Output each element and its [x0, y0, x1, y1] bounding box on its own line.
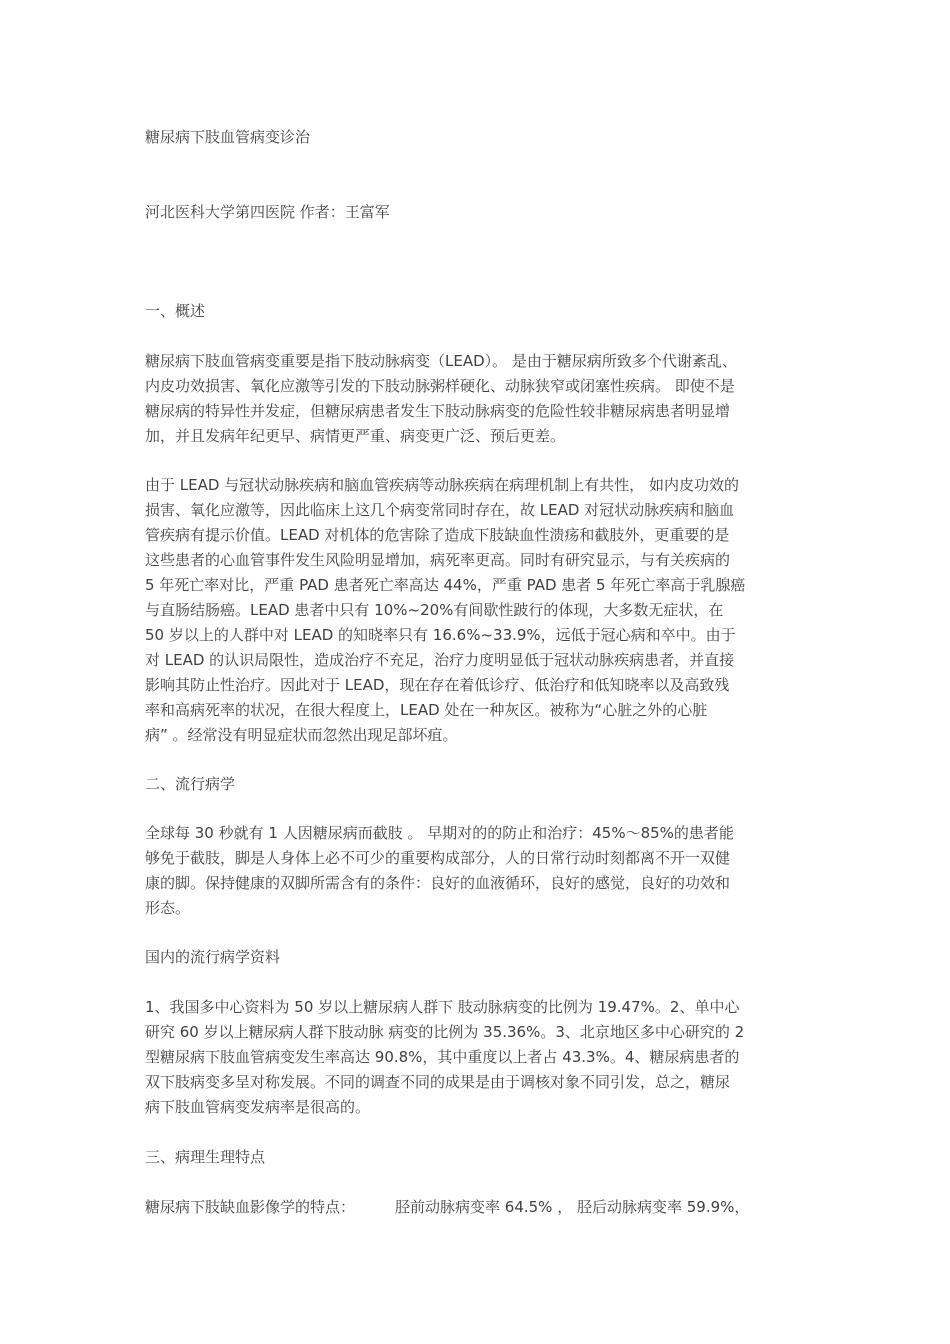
text-line: 管疾病有提示价值。LEAD 对机体的危害除了造成下肢缺血性溃疡和截肢外，更重要的是	[145, 526, 730, 544]
paragraph-pathophysiology	[145, 1195, 810, 1220]
text-line: 由于 LEAD 与冠状动脉疾病和脑血管疾病等动脉疾病在病理机制上有共性， 如内皮功效的	[145, 476, 739, 494]
text-line: 1、我国多中心资料为 50 岁以上糖尿病人群下 肢动脉病变的比例为 19.47%。2、单中心	[145, 998, 740, 1016]
paragraph-epidemiology-2	[145, 995, 810, 1120]
paragraph-overview-1	[145, 349, 810, 449]
paragraph-epidemiology-1	[145, 821, 810, 921]
text-line: 损害、氧化应激等，因此临床上这几个病变常同时存在，故 LEAD 对冠状动脉疾病和脑血	[145, 501, 735, 519]
document-title: 糖尿病下肢血管病变诊治	[145, 128, 311, 146]
text-line: 研究 60 岁以上糖尿病人群下肢动脉 病变的比例为 35.36%。3、北京地区多中心研究的 2	[145, 1023, 745, 1041]
document-byline: 河北医科大学第四医院 作者：王富军	[145, 203, 390, 221]
text-line: 病” 。经常没有明显症状而忽然出现足部坏疽。	[145, 726, 458, 744]
section-heading-pathophysiology: 三、病理生理特点	[145, 1148, 266, 1166]
text-line: 糖尿病的特异性并发症，但糖尿病患者发生下肢动脉病变的危险性较非糖尿病患者明显增	[145, 402, 731, 420]
text-line: 形态。	[145, 899, 191, 917]
text-line: 这些患者的心血管事件发生风险明显增加，病死率更高。同时有研究显示，与有关疾病的	[145, 551, 731, 569]
text-line: 双下肢病变多呈对称发展。不同的调查不同的成果是由于调核对象不同引发，总之，糖尿	[145, 1073, 731, 1091]
text-line: 病下肢血管病变发病率是很高的。	[145, 1098, 371, 1116]
text-line: 对 LEAD 的认识局限性，造成治疗不充足，治疗力度明显低于冠状动脉疾病患者，并直接	[145, 651, 735, 669]
text-line: 影响其防止性治疗。因此对于 LEAD，现在存在着低诊疗、低治疗和低知晓率以及高致残	[145, 676, 730, 694]
lesion-rates-text: 胫前动脉病变率 64.5% ， 胫后动脉病变率 59.9%，	[395, 1198, 750, 1216]
lead-text: 糖尿病下肢缺血影像学的特点：	[145, 1198, 356, 1216]
section-heading-overview: 一、概述	[145, 302, 206, 320]
paragraph-overview-2	[145, 473, 810, 748]
text-line: 率和高病死率的状况，在很大程度上，LEAD 处在一种灰区。被称为“心脏之外的心脏	[145, 701, 708, 719]
text-line: 糖尿病下肢血管病变重要是指下肢动脉病变（LEAD）。 是由于糖尿病所致多个代谢紊乱、	[145, 352, 737, 370]
text-line: 50 岁以上的人群中对 LEAD 的知晓率只有 16.6%~33.9%，远低于冠心病和卒中。由于	[145, 626, 736, 644]
text-line: 全球每 30 秒就有 1 人因糖尿病而截肢 。 早期对的的防止和治疗：45%～85%的患者能	[145, 824, 734, 842]
text-line: 内皮功效损害、氧化应激等引发的下肢动脉粥样硬化、动脉狭窄或闭塞性疾病。 即使不是	[145, 377, 735, 395]
text-line: 与直肠结肠癌。LEAD 患者中只有 10%~20%有间歇性跛行的体现，大多数无症状，在	[145, 601, 724, 619]
text-line: 够免于截肢，脚是人身体上必不可少的重要构成部分，人的日常行动时刻都离不开一双健	[145, 849, 731, 867]
section-heading-epidemiology: 二、流行病学	[145, 775, 236, 793]
text-line: 加，并且发病年纪更早、病情更严重、病变更广泛、预后更差。	[145, 427, 566, 445]
subheading-domestic-data: 国内的流行病学资料	[145, 948, 281, 966]
text-line: 型糖尿病下肢血管病变发生率高达 90.8%，其中重度以上者占 43.3%。4、糖尿病患者的	[145, 1048, 740, 1066]
text-line: 5 年死亡率对比，严重 PAD 患者死亡率高达 44%，严重 PAD 患者 5 年死亡率高于乳腺癌	[145, 576, 746, 594]
text-line: 康的脚。保持健康的双脚所需含有的条件：良好的血液循环，良好的感觉，良好的功效和	[145, 874, 731, 892]
